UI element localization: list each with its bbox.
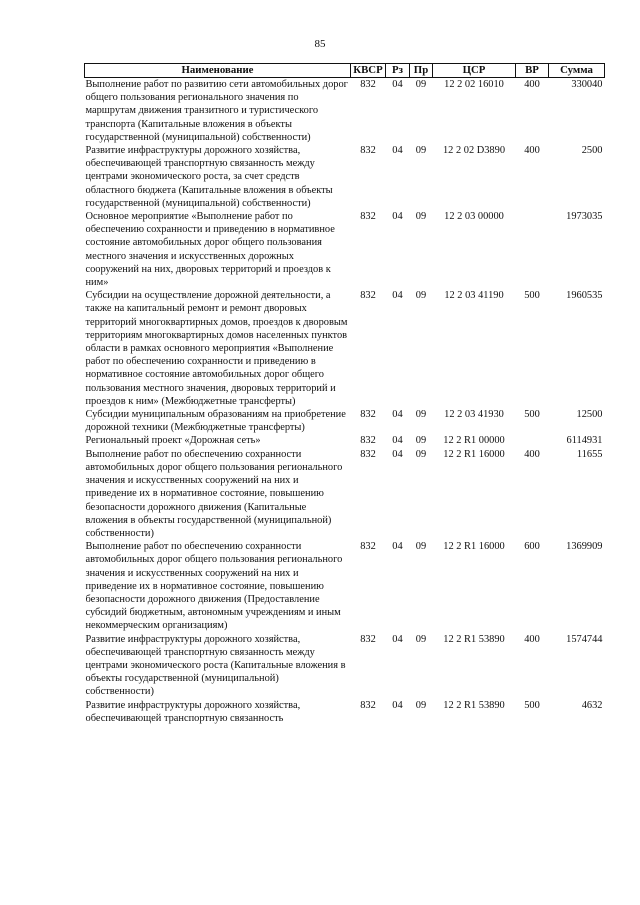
- header-rz: Рз: [386, 64, 410, 78]
- row-kvsr: 832: [360, 699, 376, 711]
- row-name: Выполнение работ по развитию сети автомобильных дорог общего пользования регионального значения по маршрутам движения транзитного и туристического транспорта (Капитальные вложения в объекты государственной (муниципальной) собственности): [85, 79, 348, 143]
- row-rz: 04: [392, 79, 403, 90]
- row-rz: 04: [392, 699, 403, 711]
- table-row: [85, 289, 605, 408]
- row-vr: 400: [524, 145, 540, 157]
- header-kvsr: КВСР: [351, 64, 386, 78]
- row-csr: 12 2 R1 53890: [443, 699, 505, 711]
- header-name: Наименование: [85, 64, 351, 78]
- row-csr: 12 2 03 41190: [444, 290, 504, 302]
- table-row: [85, 540, 605, 632]
- row-pr: 09: [415, 699, 427, 711]
- row-name: Основное мероприятие «Выполнение работ по обеспечению сохранности и приведению в нормативное состояние автомобильных дорог общего пользования местного значения и искусственных дорожных сооружений на них, дворовых территорий и проездов к ним»: [85, 211, 335, 289]
- row-rz: 04: [392, 541, 403, 553]
- header-vr: ВР: [516, 64, 549, 78]
- row-rz: 04: [392, 435, 403, 447]
- row-csr: 12 2 R1 53890: [443, 633, 505, 645]
- row-vr: [516, 210, 549, 289]
- budget-table: [84, 63, 605, 725]
- table-row: [85, 699, 605, 725]
- row-csr: 12 2 R1 00000: [443, 435, 505, 447]
- row-vr: 400: [524, 448, 540, 460]
- row-name: Региональный проект «Дорожная сеть»: [85, 435, 261, 447]
- row-vr: 500: [524, 699, 540, 711]
- row-kvsr: 832: [360, 145, 376, 157]
- row-kvsr: 832: [360, 290, 376, 302]
- row-sum: 1973035: [566, 211, 603, 223]
- row-sum: 2500: [581, 145, 603, 157]
- row-name: Выполнение работ по обеспечению сохранности автомобильных дорог общего пользования регионального значения и искусственных сооружений на них и приведение их в нормативное состояние, повышению безопасности дорожного движения (Капитальные вложения в объекты государственной (муниципальной) собственности): [85, 448, 343, 539]
- table-row: [85, 448, 605, 540]
- row-sum: 1960535: [566, 290, 603, 302]
- row-csr: 12 2 R1 16000: [443, 448, 505, 460]
- row-pr: 09: [415, 145, 427, 157]
- row-name: Развитие инфраструктуры дорожного хозяйства, обеспечивающей транспортную связанность между центрами экономического роста, за счет средств областного бюджета (Капитальные вложения в объекты государственной (муниципальной) собственности): [85, 145, 333, 209]
- row-kvsr: 832: [360, 211, 376, 223]
- row-csr: 12 2 03 41930: [444, 409, 504, 421]
- row-rz: 04: [392, 448, 403, 460]
- row-pr: 09: [415, 633, 427, 645]
- row-sum: 1574744: [566, 633, 603, 645]
- header-csr: ЦСР: [433, 64, 516, 78]
- row-pr: 09: [415, 409, 427, 421]
- row-pr: 09: [415, 435, 427, 447]
- row-name: Выполнение работ по обеспечению сохранности автомобильных дорог общего пользования регионального значения и искусственных сооружений на них и приведение их в нормативное состояние, повышению безопасности дорожного движения (Предоставление субсидий бюджетным, автономным учреждениям и иным некоммерческим организациям): [85, 541, 343, 632]
- row-rz: 04: [392, 211, 403, 223]
- row-csr: 12 2 02 D3890: [442, 145, 506, 157]
- row-vr: 400: [524, 633, 540, 645]
- row-sum: 330040: [571, 79, 603, 90]
- row-kvsr: 832: [360, 448, 376, 460]
- row-sum: 11655: [576, 448, 603, 460]
- row-rz: 04: [392, 145, 403, 157]
- row-rz: 04: [392, 409, 403, 421]
- row-vr: 500: [524, 290, 540, 302]
- row-sum: 4632: [581, 699, 603, 711]
- row-sum: 1369909: [566, 541, 603, 553]
- row-csr: 12 2 02 16010: [444, 79, 504, 90]
- page-number: 85: [314, 38, 326, 50]
- table-row: [85, 144, 605, 210]
- row-kvsr: 832: [360, 541, 376, 553]
- row-pr: 09: [415, 211, 427, 223]
- row-vr: 600: [524, 541, 540, 553]
- row-pr: 09: [415, 541, 427, 553]
- row-vr: 400: [524, 79, 540, 90]
- header-pr: Пр: [410, 64, 433, 78]
- row-name: Субсидии муниципальным образованиям на приобретение дорожной техники (Межбюджетные трансферты): [85, 409, 346, 434]
- row-csr: 12 2 03 00000: [444, 211, 504, 223]
- table-header: [85, 64, 605, 78]
- row-kvsr: 832: [360, 633, 376, 645]
- row-vr: 500: [524, 409, 540, 421]
- table-row: [85, 434, 605, 447]
- row-pr: 09: [415, 448, 427, 460]
- row-kvsr: 832: [360, 409, 376, 421]
- row-name: Развитие инфраструктуры дорожного хозяйства, обеспечивающей транспортную связанность между центрами экономического роста (Капитальные вложения в объекты государственной (муниципальной) собственности): [85, 633, 346, 698]
- table-body: [85, 78, 605, 725]
- table-row: [85, 78, 605, 145]
- row-csr: 12 2 R1 16000: [443, 541, 505, 553]
- table-row: [85, 633, 605, 699]
- row-pr: 09: [415, 79, 427, 90]
- row-kvsr: 832: [360, 79, 376, 90]
- row-rz: 04: [392, 633, 403, 645]
- table-row: [85, 210, 605, 289]
- row-name: Субсидии на осуществление дорожной деятельности, а также на капитальный ремонт и ремонт дворовых территорий многоквартирных домов, проездов к дворовым территориям многоквартирных домов населенных пунктов области в рамках основного мероприятия «Выполнение работ по обеспечению сохранности и приведению в нормативное состояние автомобильных дорог общего пользования местного значения, дворовых территорий и проездов к ним» (Межбюджетные трансферты): [85, 290, 348, 407]
- row-sum: 12500: [576, 409, 603, 421]
- header-sum: Сумма: [549, 64, 605, 78]
- row-sum: 6114931: [566, 435, 603, 447]
- row-kvsr: 832: [360, 435, 376, 447]
- row-rz: 04: [392, 290, 403, 302]
- row-name: Развитие инфраструктуры дорожного хозяйства, обеспечивающей транспортную связанность: [85, 699, 301, 724]
- row-vr: [516, 434, 549, 447]
- table-row: [85, 408, 605, 434]
- row-pr: 09: [415, 290, 427, 302]
